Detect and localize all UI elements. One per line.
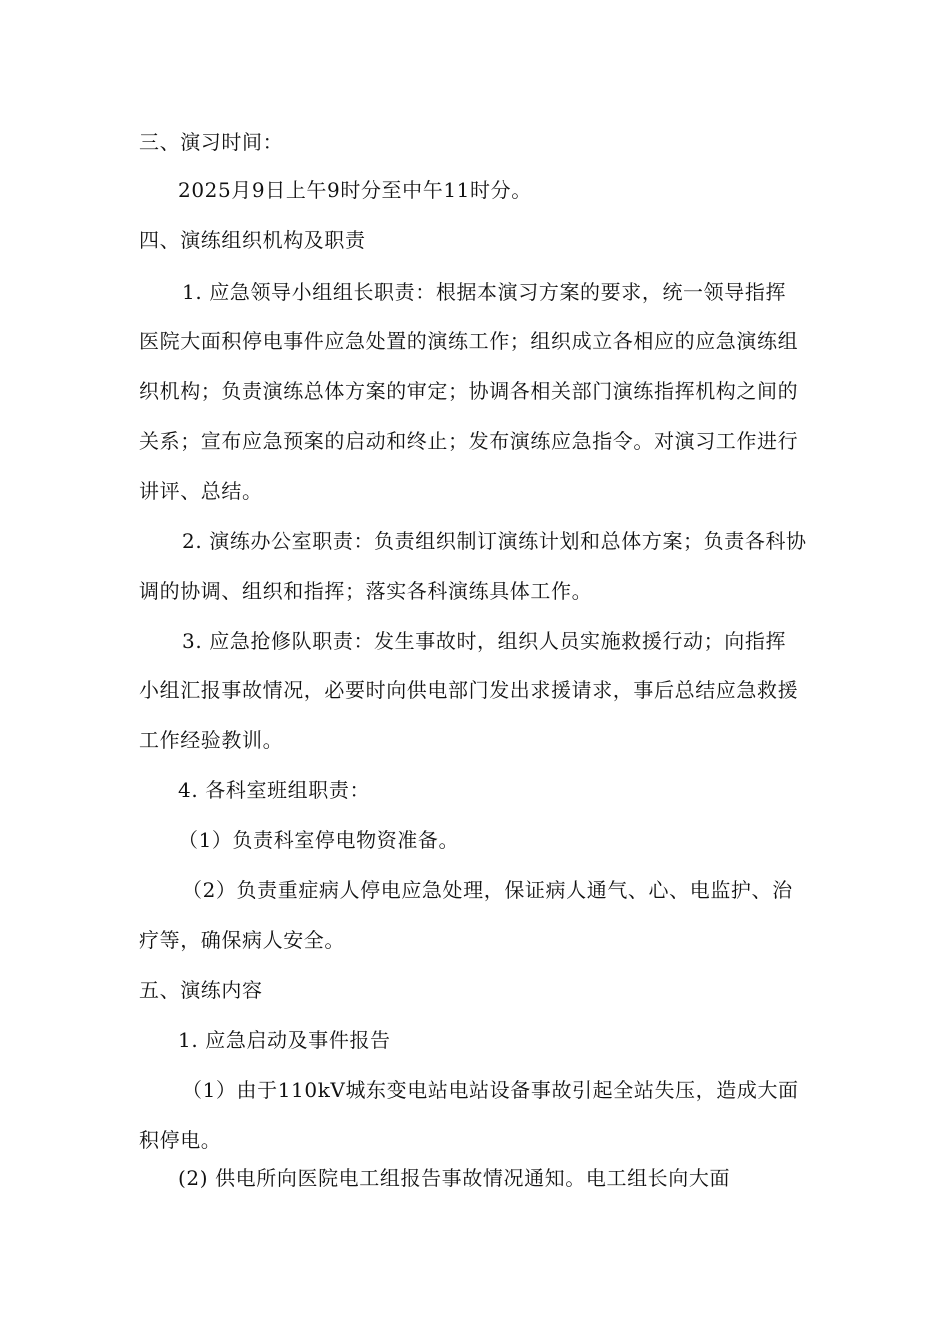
item-4-sub-1: （1）负责科室停电物资准备。 xyxy=(178,828,460,852)
item-3-line-1: 3. 应急抢修队职责：发生事故时，组织人员实施救援行动；向指挥 xyxy=(182,629,787,653)
section-4-heading: 四、演练组织机构及职责 xyxy=(139,228,366,252)
item-4-sub-2-line-1: （2）负责重症病人停电应急处理，保证病人通气、心、电监护、治 xyxy=(182,878,793,902)
item-1-line-1: 1. 应急领导小组组长职责：根据本演习方案的要求，统一领导指挥 xyxy=(182,280,787,304)
section-5-item-1-title: 1. 应急启动及事件报告 xyxy=(178,1028,391,1052)
item-4-title: 4. 各科室班组职责： xyxy=(178,778,371,802)
section-3-heading: 三、演习时间： xyxy=(139,130,284,154)
item-3-line-2: 小组汇报事故情况，必要时向供电部门发出求援请求，事后总结应急救援 xyxy=(139,678,799,702)
item-4-sub-2-line-2: 疗等，确保病人安全。 xyxy=(139,928,345,952)
item-1-line-3: 织机构；负责演练总体方案的审定；协调各相关部门演练指挥机构之间的 xyxy=(139,379,799,403)
item-1-line-2: 医院大面积停电事件应急处置的演练工作；组织成立各相应的应急演练组 xyxy=(139,329,799,353)
section-5-sub-1-line-2: 积停电。 xyxy=(139,1128,222,1152)
section-5-heading: 五、演练内容 xyxy=(139,978,263,1002)
item-3-line-3: 工作经验教训。 xyxy=(139,728,284,752)
item-2-line-1: 2. 演练办公室职责：负责组织制订演练计划和总体方案；负责各科协 xyxy=(182,529,807,553)
section-5-sub-1-line-1: （1）由于110kV城东变电站电站设备事故引起全站失压，造成大面 xyxy=(182,1078,799,1102)
section-5-sub-2-line-1: (2) 供电所向医院电工组报告事故情况通知。电工组长向大面 xyxy=(178,1166,731,1190)
drill-time-text: 2025月9日上午9时分至中午11时分。 xyxy=(178,178,532,202)
item-1-line-4: 关系；宣布应急预案的启动和终止；发布演练应急指令。对演习工作进行 xyxy=(139,429,799,453)
item-2-line-2: 调的协调、组织和指挥；落实各科演练具体工作。 xyxy=(139,579,593,603)
item-1-line-5: 讲评、总结。 xyxy=(139,479,263,503)
